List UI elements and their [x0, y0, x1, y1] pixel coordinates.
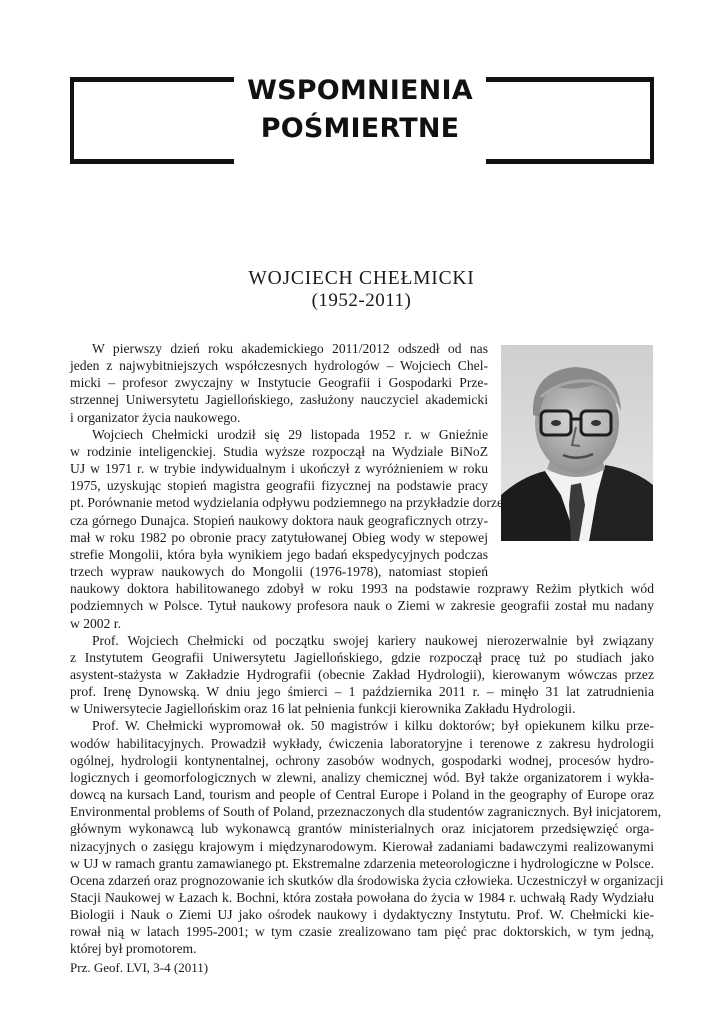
text-line: nizacyjnych o zasięgu krajowym i międzynarodowym. Kierował zadaniami badawczymi realizowanymi [70, 838, 654, 854]
text-line: Biologii i Nauk o Ziemi UJ jako ośrodek naukowy i dydaktyczny Instytutu. Prof. W. Chełmicki kie- [70, 907, 654, 923]
journal-citation: Prz. Geof. LVI, 3-4 (2011) [70, 960, 209, 975]
text-line: cza górnego Dunajca. Stopień naukowy doktora nauk geograficznych otrzy- [70, 512, 488, 528]
obituary-body [70, 340, 664, 958]
header-frame-right [650, 77, 654, 164]
text-line: micki – profesor zwyczajny w Instytucie Geografii i Gospodarki Prze- [70, 375, 488, 391]
text-line: w UJ w ramach grantu zamawianego pt. Ekstremalne zdarzenia meteorologiczne i hydrologiczne w Polsce. [70, 855, 654, 871]
text-line: ogólnej, hydrologii kontynentalnej, ochrony zasobów wodnych, gospodarki wodnej, procesów hydro- [70, 752, 654, 768]
header-frame-left [70, 77, 74, 164]
text-line: trzech wypraw naukowych do Mongolii (1976-1978), natomiast stopień [70, 564, 488, 580]
text-line: wodów habilitacyjnych. Prowadził wykłady, ćwiczenia laboratoryjne i terenowe z zakresu hydrologii [70, 735, 654, 751]
text-line: podziemnych w Polsce. Tytuł naukowy profesora nauk o Ziemi w zakresie geografii został mu nadany [70, 598, 654, 614]
text-line: 1975, uzyskując stopień magistra geografii fizycznej na podstawie pracy [70, 478, 488, 494]
text-line: UJ w 1971 r. w trybie indywidualnym i ukończył z wyróżnieniem w roku [70, 461, 488, 477]
text-line: głównym wykonawcą lub wykonawcą grantów ministerialnych oraz inicjatorem przedsięwzięć orga- [70, 821, 654, 837]
text-line: strzennej Uniwersytetu Jagiellońskiego, zasłużony nauczyciel akademicki [70, 392, 488, 408]
section-title-line-1: WSPOMNIENIA [247, 75, 473, 106]
text-line: Environmental problems of South of Poland, przeznaczonych dla studentów zagranicznych. Był inicjatorem, [70, 804, 662, 820]
text-line: mał w roku 1982 po obronie pracy zatytułowanej Obieg wody w stepowej [70, 529, 488, 545]
text-line: w 2002 r. [70, 615, 121, 631]
person-name: WOJCIECH CHEŁMICKI [248, 268, 475, 289]
text-line: rował nią w latach 1995-2001; w tym czasie zrealizowano tam pięć prac doktorskich, w tym jedną, [70, 924, 654, 940]
text-line: pt. Porównanie metod wydzielania odpływu podziemnego na przykładzie dorze- [70, 495, 508, 511]
text-line: Stacji Naukowej w Łazach k. Bochni, która została powołana do życia w 1984 r. uchwałą Rady Wydziału [70, 890, 654, 905]
text-line: której był promotorem. [70, 941, 197, 957]
person-dates: (1952-2011) [311, 290, 412, 311]
text-line: asystent-stażysta w Zakładzie Hydrografii (obecnie Zakład Hydrologii), kierowanym wówczas przez [70, 666, 654, 682]
text-line: Wojciech Chełmicki urodził się 29 listopada 1952 r. w Gnieźnie [92, 426, 488, 442]
text-line: dowcą na kursach Land, tourism and people of Central Europe i Poland in the geography of Europe oraz [70, 787, 654, 803]
text-line: Prof. W. Chełmicki wypromował ok. 50 magistrów i kilku doktorów; był opiekunem kilku prze- [92, 718, 654, 734]
text-line: W pierwszy dzień roku akademickiego 2011/2012 odszedł od nas [92, 341, 488, 356]
text-line: z Instytutem Geografii Uniwersytetu Jagiellońskiego, gdzie rozpoczął pracę tuż po studiach jako [70, 649, 654, 665]
text-line: prof. Irenę Dynowską. W dniu jego śmierci – 1 października 2011 r. – minęło 31 lat zatrudnienia [70, 684, 654, 700]
text-line: logicznych i geomorfologicznych w zlewni, analizy chemicznej wód. Był także organizatorem i wykła- [70, 769, 654, 785]
text-line: Ocena zdarzeń oraz prognozowanie ich skutków dla środowiska życia człowieka. Uczestniczył w organizacji [70, 872, 664, 888]
text-line: Prof. Wojciech Chełmicki od początku swojej kariery naukowej nierozerwalnie był związany [92, 632, 654, 648]
section-title-line-2: POŚMIERTNE [260, 113, 460, 144]
text-line: i organizator życia naukowego. [70, 409, 241, 425]
text-line: naukowy doktora habilitowanego zdobył w roku 1993 na podstawie rozprawy Reżim płytkich wód [70, 581, 654, 597]
section-title [234, 72, 486, 148]
text-line: w Uniwersytecie Jagiellońskim oraz 16 lat pełnienia funkcji kierownika Zakładu Hydrologii. [70, 701, 576, 717]
text-line: jeden z najwybitniejszych współczesnych hydrologów – Wojciech Chel- [70, 358, 488, 374]
text-line: strefie Mongolii, która była wynikiem jego badań ekspedycyjnych podczas [70, 546, 488, 562]
text-line: w rodzinie inteligenckiej. Studia wyższe rozpoczął na Wydziale BiNoZ [70, 443, 488, 459]
